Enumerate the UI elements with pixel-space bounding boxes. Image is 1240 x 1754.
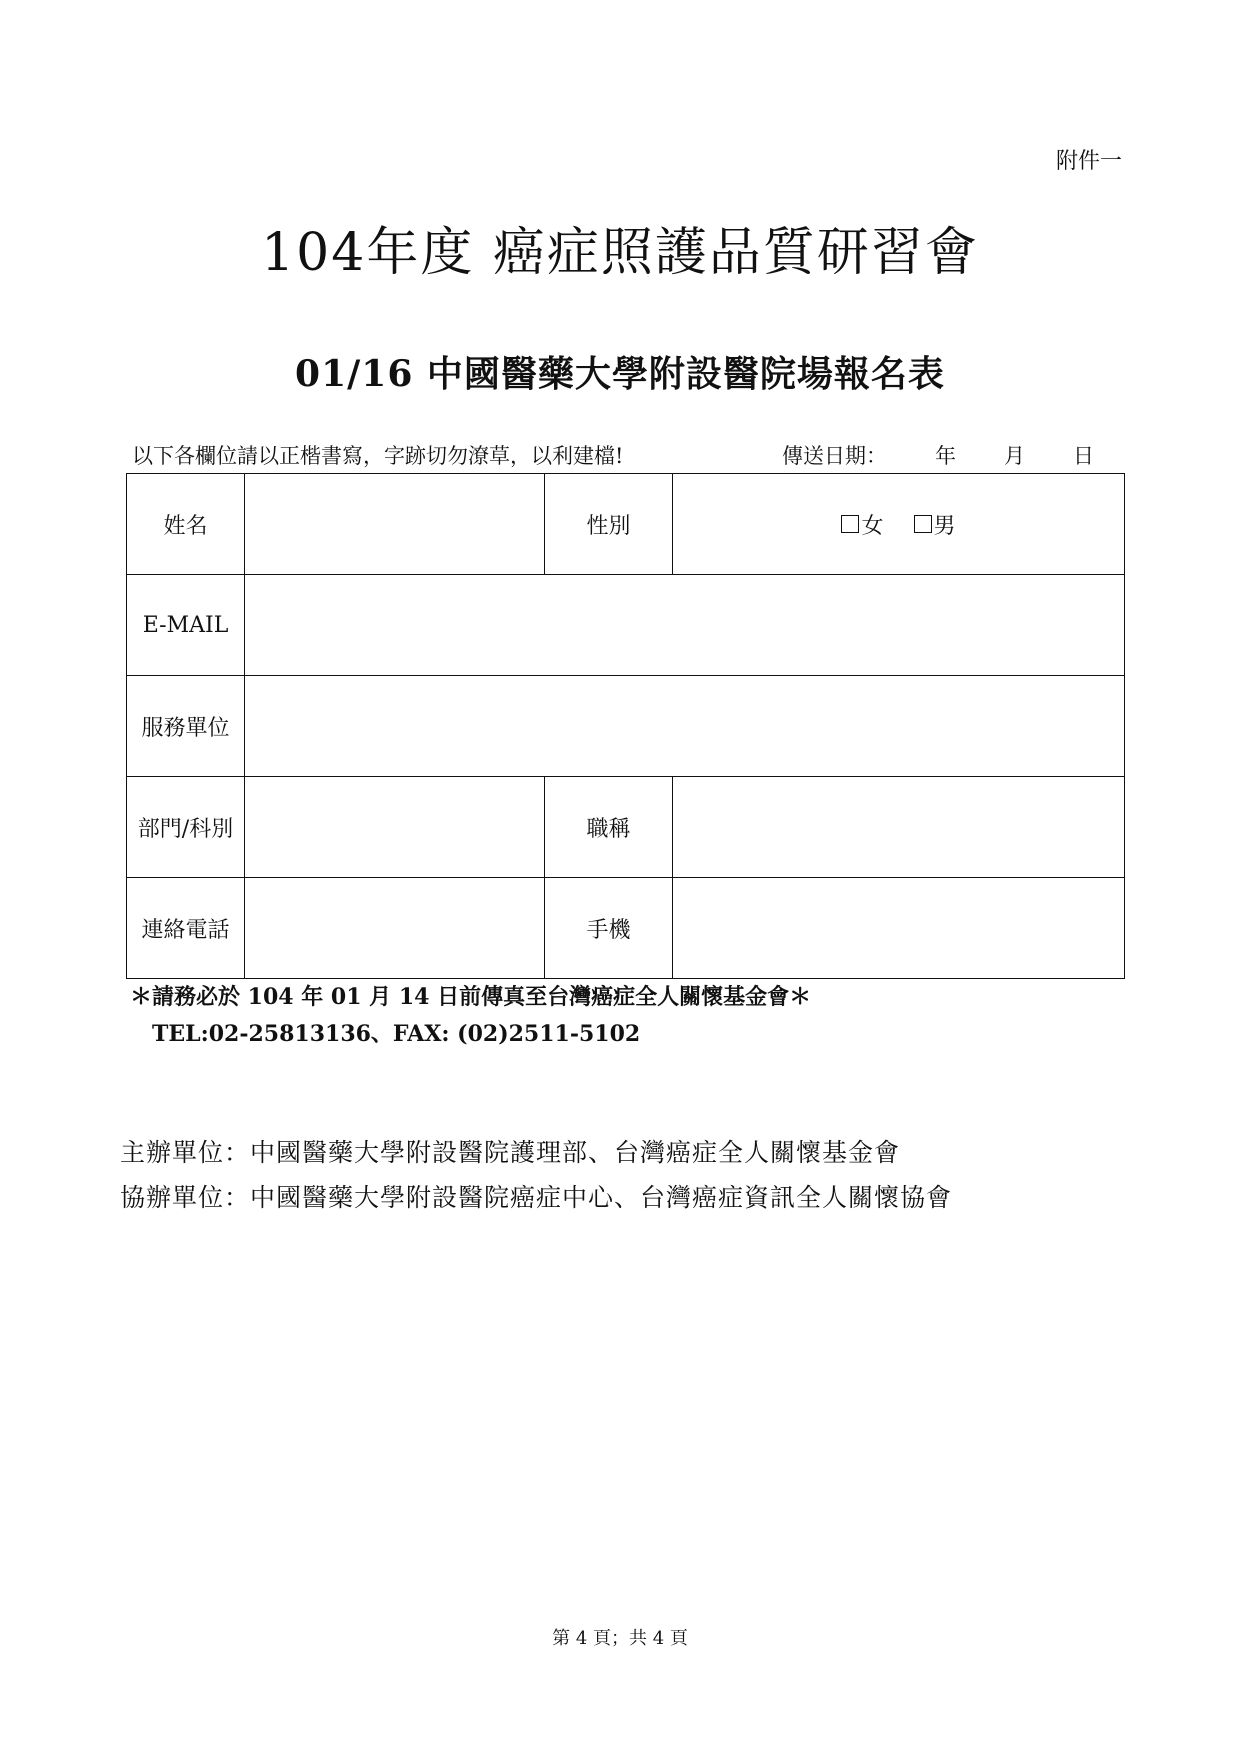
form-row-name	[127, 474, 1125, 575]
date-month: 月	[1004, 444, 1025, 468]
cohost-organizer: 協辦單位：中國醫藥大學附設醫院癌症中心、台灣癌症資訊全人關懷協會	[120, 1183, 953, 1212]
fax-deadline: ＊請務必於 104 年 01 月 14 日前傳真至台灣癌症全人關懷基金會＊	[130, 984, 812, 1010]
registration-form	[126, 473, 1125, 979]
date-day: 日	[1073, 444, 1094, 468]
contact-numbers: TEL:02-25813136、FAX: (02)2511-5102	[152, 1021, 641, 1047]
phone-field[interactable]	[245, 878, 545, 979]
dept-label: 部門/科別	[127, 777, 245, 878]
checkbox-icon[interactable]	[914, 515, 932, 533]
instruction-text: 以下各欄位請以正楷書寫，字跡切勿潦草，以利建檔!	[132, 444, 624, 468]
name-label: 姓名	[127, 474, 245, 575]
attachment-label: 附件一	[1055, 149, 1122, 174]
form-row-email	[127, 575, 1125, 676]
fax-note	[130, 980, 811, 1048]
mobile-field[interactable]	[673, 878, 1125, 979]
gender-field	[673, 474, 1125, 575]
form-row-unit	[127, 676, 1125, 777]
page-footer: 第 4 頁；共 4 頁	[552, 1628, 688, 1649]
gender-male-option[interactable]	[914, 509, 956, 540]
date-year: 年	[935, 444, 956, 468]
organizers	[120, 1130, 952, 1220]
gender-male-label: 男	[933, 513, 956, 539]
job-title-field[interactable]	[673, 777, 1125, 878]
form-row-dept	[127, 777, 1125, 878]
job-title-label: 職稱	[545, 777, 673, 878]
email-field[interactable]	[245, 575, 1125, 676]
gender-label: 性別	[545, 474, 673, 575]
gender-female-label: 女	[861, 513, 884, 539]
document-title: 104年度 癌症照護品質研習會	[261, 223, 979, 283]
document-subtitle: 01/16 中國醫藥大學附設醫院場報名表	[295, 353, 945, 395]
email-label: E-MAIL	[127, 575, 245, 676]
checkbox-icon[interactable]	[841, 515, 859, 533]
phone-label: 連絡電話	[127, 878, 245, 979]
unit-label: 服務單位	[127, 676, 245, 777]
gender-female-option[interactable]	[841, 509, 883, 540]
mobile-label: 手機	[545, 878, 673, 979]
host-organizer: 主辦單位：中國醫藥大學附設醫院護理部、台灣癌症全人關懷基金會	[120, 1138, 901, 1167]
name-field[interactable]	[245, 474, 545, 575]
send-date	[782, 440, 1094, 470]
unit-field[interactable]	[245, 676, 1125, 777]
form-row-phone	[127, 878, 1125, 979]
dept-field[interactable]	[245, 777, 545, 878]
send-date-label: 傳送日期：	[782, 444, 887, 468]
